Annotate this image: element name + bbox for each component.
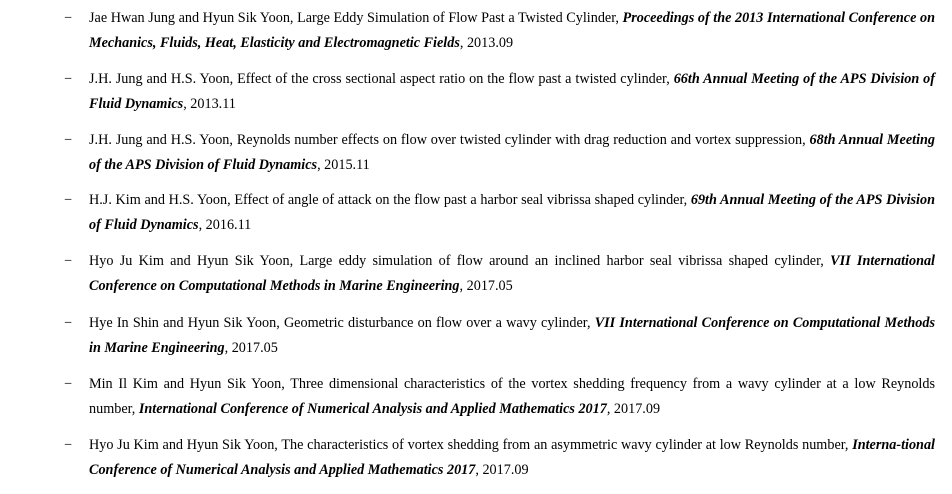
venue: VII International Conference on Computational Methods in Marine Engineering	[89, 315, 935, 356]
date: , 2013.11	[183, 96, 236, 112]
date: , 2017.05	[224, 340, 278, 356]
date: , 2017.05	[459, 278, 513, 294]
date: , 2017.09	[475, 462, 529, 478]
reference-text	[89, 372, 935, 422]
dash-bullet: −	[64, 437, 73, 453]
authors-title: H.J. Kim and H.S. Yoon, Effect of angle of attack on the flow past a harbor seal vibrissa shaped cylinder,	[89, 192, 691, 208]
reference-text	[89, 188, 935, 238]
dash-bullet: −	[64, 132, 73, 148]
venue: Interna-tional Conference of Numerical Analysis and Applied Mathematics 2017	[89, 437, 935, 478]
dash-bullet: −	[64, 71, 73, 87]
authors-title: J.H. Jung and H.S. Yoon, Effect of the cross sectional aspect ratio on the flow past a twisted cylinder,	[89, 71, 674, 87]
authors-title: Jae Hwan Jung and Hyun Sik Yoon, Large Eddy Simulation of Flow Past a Twisted Cylinder,	[89, 10, 623, 26]
reference-text	[89, 433, 935, 483]
date: , 2017.09	[606, 401, 661, 417]
reference-text	[89, 311, 935, 361]
date: , 2016.11	[198, 217, 252, 233]
venue: 68th Annual Meeting of the APS Division of Fluid Dynamics	[89, 132, 935, 173]
authors-title: J.H. Jung and H.S. Yoon, Reynolds number effects on flow over twisted cylinder with drag reduction and vortex suppression,	[89, 132, 810, 148]
venue: 69th Annual Meeting of the APS Division of Fluid Dynamics	[89, 192, 935, 233]
reference-text	[89, 128, 935, 178]
venue: 66th Annual Meeting of the APS Division of Fluid Dynamics	[89, 71, 935, 112]
reference-text	[89, 6, 935, 56]
date: , 2015.11	[317, 157, 370, 173]
date: , 2013.09	[459, 35, 514, 51]
dash-bullet: −	[64, 10, 73, 26]
reference-text	[89, 67, 935, 117]
venue: International Conference of Numerical Analysis and Applied Mathematics 2017	[138, 401, 607, 417]
venue: VII International Conference on Computational Methods in Marine Engineering	[89, 253, 935, 294]
dash-bullet: −	[64, 253, 73, 269]
venue: Proceedings of the 2013 International Conference on Mechanics, Fluids, Heat, Elasticity and Electromagnetic Fields	[89, 10, 935, 51]
authors-title: Hyo Ju Kim and Hyun Sik Yoon, Large eddy simulation of flow around an inclined harbor seal vibrissa shaped cylinder,	[89, 253, 831, 269]
dash-bullet: −	[64, 376, 73, 392]
authors-title: Hye In Shin and Hyun Sik Yoon, Geometric disturbance on flow over a wavy cylinder,	[89, 315, 595, 331]
reference-text	[89, 249, 935, 299]
authors-title: Hyo Ju Kim and Hyun Sik Yoon, The characteristics of vortex shedding from an asymmetric wavy cylinder at low Reynolds number,	[89, 437, 853, 453]
dash-bullet: −	[64, 315, 73, 331]
authors-title: Min Il Kim and Hyun Sik Yoon, Three dimensional characteristics of the vortex shedding frequency from a wavy cylinder at a low Reynolds number,	[89, 376, 935, 417]
dash-bullet: −	[64, 192, 73, 208]
